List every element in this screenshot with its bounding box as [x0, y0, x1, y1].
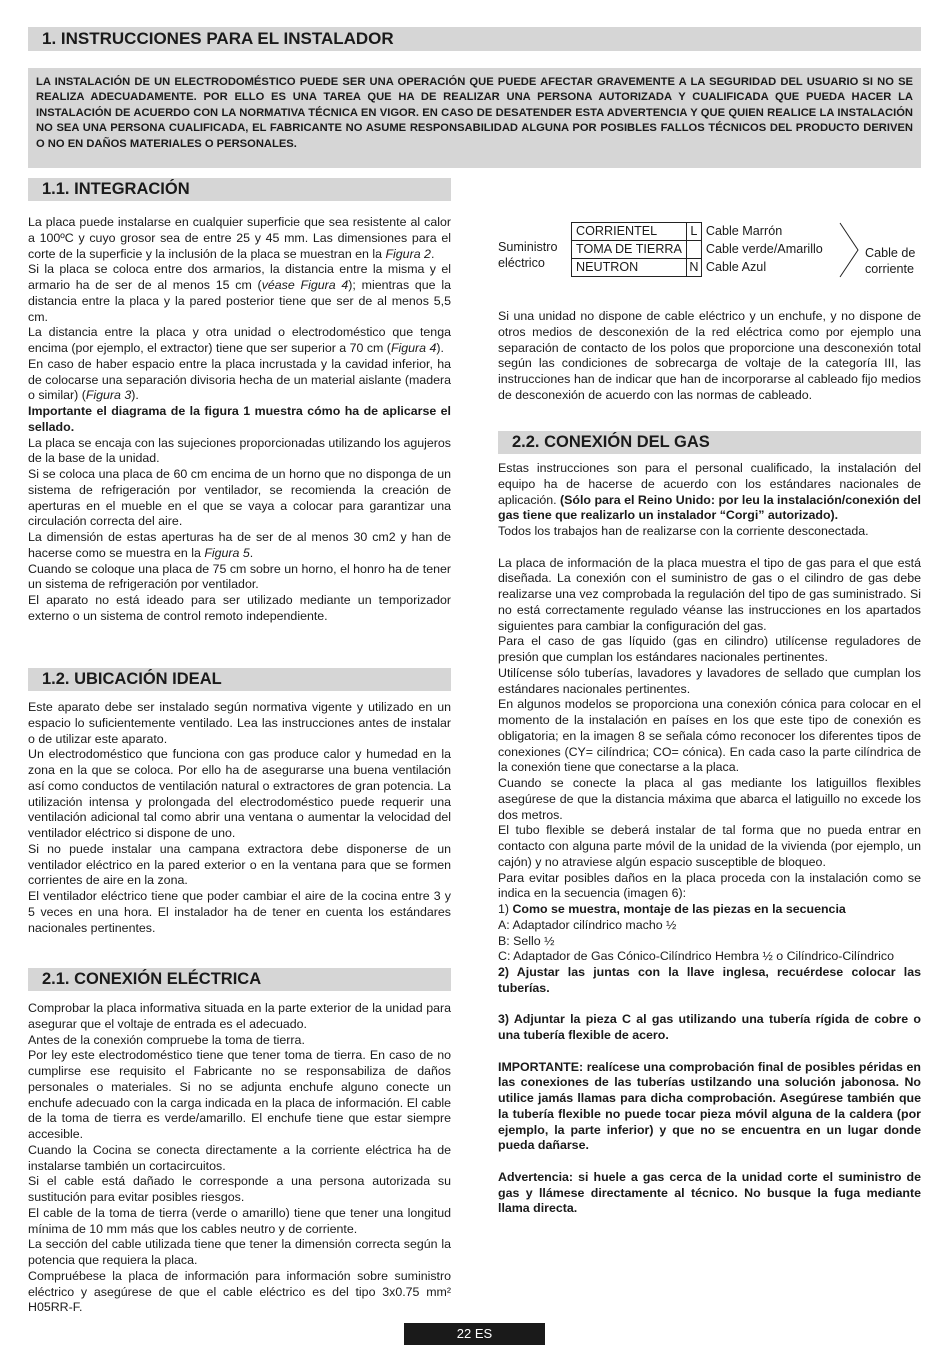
wire-name: TOMA DE TIERRA	[572, 241, 687, 259]
paragraph: En caso de haber espacio entre la placa incrustada y la cavidad inferior, ha de colocarse una separación divisoria hecha de un material aislante (madera o similar) (Figura 3).	[28, 356, 451, 403]
paragraph: Por ley este electrodoméstico tiene que tener toma de tierra. En caso de no cumplirse ese requisito el Fabricante no se responsabiliza de daños personales o materiales. Si no se adjunta enchufe alguno conecte un enchufe adecuado con la carga indicada en la placa de información. El cable de la toma de tierra es verde/amarillo. El enchufe tiene que estar siempre accesible.	[28, 1048, 451, 1141]
wire-code: L	[686, 223, 701, 241]
wiring-diagram	[498, 222, 938, 280]
paragraph: La placa de información de la placa muestra el tipo de gas para el que está diseñada. La conexión con el suministro de gas o el cilindro de gas debe realizarse una vez comprobada la regulación del tipo de gas suministrado. Si no está correctamente regulado véanse las instrucciones en los apartados siguientes para cambiar la configuración del gas.	[498, 555, 921, 633]
wire-cable: Cable Azul	[705, 260, 767, 274]
paragraph: Si se coloca una placa de 60 cm encima de un horno que no disponga de un sistema de refrigeración por ventilador, se recomienda la creación de aperturas en el mueble en el que se vaya a colocar para garantizar una circulación correcta del aire.	[28, 467, 451, 529]
paragraph: La placa se encaja con las sujeciones proporcionadas utilizando los agujeros de la base de la unidad.	[28, 435, 451, 466]
paragraph: Estas instrucciones son para el personal cualificado, la instalación del equipo ha de hacerse de acuerdo con los estándares nacionales de aplicación. (Sólo para el Reino Unido: por leu la instalación/conexión del gas tiene que realizarlo un instalador “Corgi” autorizado).	[498, 461, 921, 523]
part-a: A: Adaptador cilíndrico macho ½	[498, 917, 677, 932]
step-1: 1) Como se muestra, montaje de las piezas en la secuencia	[498, 902, 846, 916]
paragraph: Cuando la Cocina se conecta directamente a la corriente eléctrica ha de instalarse también un cortacircuitos.	[28, 1142, 451, 1173]
wiring-row	[572, 241, 828, 259]
electrica-text	[28, 1001, 451, 1316]
wire-cable: Cable Marrón	[705, 224, 783, 238]
part-c: C: Adaptador de Gas Cónico-Cilíndrico Hembra ½ o Cilíndrico-Cilíndrico	[498, 949, 894, 964]
paragraph: En algunos modelos se proporciona una conexión cónica para colocar en el momento de la instalación en países en los que este tipo de conexión es obligatoria; en la imagen 8 se señala cómo reconocer los diferentes tipos de conexiones (CY= cilíndrica; CO= cónica). En cada caso la parte cilíndrica de la conexión tiene que conectarse a la placa.	[498, 697, 921, 775]
paragraph: La dimensión de estas aperturas ha de ser de al menos 30 cm2 y han de hacerse como se muestra en la Figura 5.	[28, 530, 451, 560]
paragraph: Un electrodoméstico que funciona con gas produce calor y humedad en la zona en la que se coloca. Por ello ha de asegurarse una buena ventilación así como conductos de ventilación natural o extractores de gran potencia. La utilización intensa y prolongada del electrodoméstico puede requerir una ventilación adicional tal como abrir una ventana o aumentar la velocidad del ventilador eléctrico si dispone de uno.	[28, 747, 451, 840]
paragraph: Este aparato debe ser instalado según normativa vigente y utilizado en un espacio lo suficientemente ventilado. Lea las instrucciones antes de instalar o de utilizar este aparato.	[28, 700, 451, 746]
wire-name: NEUTRON	[572, 259, 687, 277]
paragraph: La sección del cable utilizada tiene que tener la dimensión correcta según la potencia que requiera la placa.	[28, 1237, 451, 1267]
gas-text	[498, 461, 921, 1217]
gas-warning: Advertencia: si huele a gas cerca de la unidad corte el suministro de gas y llámese directamente al técnico. No busque la fuga mediante llama directa.	[498, 1169, 921, 1216]
paragraph: El ventilador eléctrico tiene que poder cambiar el aire de la cocina entre 3 y 5 veces en una hora. El instalador ha de tener en cuenta los estándares nacionales pertinentes.	[28, 889, 451, 935]
paragraph: Para el caso de gas líquido (gas en cilindro) utilícense reguladores de presión que cumplan los estándares nacionales pertinentes.	[498, 634, 921, 664]
cable-label: Cable de corriente	[865, 246, 916, 276]
paragraph: Cuando se conecte la placa al gas mediante los latiguillos flexibles asegúrese de que la distancia máxima que abarca el latiguillo no excede los dos metros.	[498, 776, 921, 822]
step-3: 3) Adjuntar la pieza C al gas utilizando una tubería rígida de cobre o una tubería flexible de acero.	[498, 1012, 921, 1042]
cable-bracket-icon	[838, 222, 862, 278]
paragraph: Si la placa se coloca entre dos armarios, la distancia entre la misma y el armario ha de ser de al menos 15 cm (véase Figura 4); mientras que la distancia entre la placa y la pared posterior tiene que ser de al menos 5,5 cm.	[28, 262, 451, 324]
wiring-note	[498, 309, 921, 404]
paragraph: Compruébese la placa de información para información sobre suministro eléctrico y asegúrese de que el cable eléctrico es del tipo 3x0.75 mm² H05RR-F.	[28, 1268, 451, 1315]
paragraph: Si una unidad no dispone de cable eléctrico y un enchufe, y no dispone de otros medios de desconexión de la red eléctrica como por ejemplo una separación de contacto de los polos que proporcione una desconexión total según las condiciones de sobrecarga de voltaje de la categoría III, las instrucciones han de indicar que han de incorporarse al cableado fijo medios de desconexión de acuerdo con las normas de cableado.	[498, 309, 921, 402]
wiring-row	[572, 223, 828, 241]
paragraph: Para evitar posibles daños en la placa proceda con la instalación como se indica en la secuencia (imagen 6):	[498, 870, 921, 901]
supply-label: Suministro eléctrico	[498, 240, 558, 270]
part-b: B: Sello ½	[498, 933, 555, 948]
paragraph: Utilícense sólo tuberías, lavadores y lavadores de sellado que cumplan los estándares nacionales pertinentes.	[498, 665, 921, 696]
wiring-table	[571, 222, 828, 277]
wiring-row	[572, 259, 828, 277]
paragraph: El cable de la toma de tierra (verde o amarillo) tiene que tener una longitud mínima de 10 mm más que los cables neutro y de corriente.	[28, 1205, 451, 1236]
wire-code: N	[686, 259, 701, 277]
step-2: 2) Ajustar las juntas con la llave inglesa, recuérdese colocar las tuberías.	[498, 965, 921, 995]
page-number: 22 ES	[404, 1323, 545, 1345]
paragraph: Si el cable está dañado le corresponde a una persona autorizada su sustitución para evitar posibles riesgos.	[28, 1174, 451, 1204]
paragraph: Comprobar la placa informativa situada en la parte exterior de la unidad para asegurar que el voltaje de entrada es el adecuado.	[28, 1001, 451, 1031]
paragraph: Todos los trabajos han de realizarse con la corriente desconectada.	[498, 524, 869, 538]
wire-code	[686, 241, 701, 259]
ubicacion-text	[28, 700, 451, 936]
paragraph: El aparato no está ideado para ser utilizado mediante un temporizador externo o un sistema de control remoto independiente.	[28, 593, 451, 623]
paragraph: El tubo flexible se deberá instalar de tal forma que no pueda entrar en contacto con alguna parte móvil de la unidad de la vivienda (por ejemplo, un cajón) y no atraviese algún espacio susceptible de bloqueo.	[498, 823, 921, 869]
paragraph-important: Importante el diagrama de la figura 1 muestra cómo ha de aplicarse el sellado.	[28, 404, 451, 434]
paragraph: La placa puede instalarse en cualquier superficie que sea resistente al calor a 100ºC y cuyo grosor sea de entre 25 y 45 mm. Las dimensiones para el corte de la superficie y la inclusión de la placa se muestran en la Figura 2.	[28, 215, 451, 261]
wire-name: CORRIENTEL	[572, 223, 687, 241]
section-title-gas: 2.2. CONEXIÓN DEL GAS	[498, 431, 921, 454]
important-note: IMPORTANTE: realícese una comprobación final de posibles péridas en las conexiones de las tuberías ustilzando una solución jabonosa. No utilice jamás llamas para dicha comprobación. Asegúrese también que la tubería flexible no puede tocar pieza móvil alguna de la caldera (por ejemplo, la parte inferior) y que no se encuentra en un lugar donde pueda dañarse.	[498, 1059, 921, 1153]
integracion-text	[28, 215, 451, 625]
section-title-electrica: 2.1. CONEXIÓN ELÉCTRICA	[28, 968, 451, 991]
main-title: 1. INSTRUCCIONES PARA EL INSTALADOR	[28, 27, 921, 51]
paragraph: Antes de la conexión compruebe la toma de tierra.	[28, 1032, 305, 1047]
paragraph: Si no puede instalar una campana extractora debe disponerse de un ventilador eléctrico en la pared exterior o en la ventana para que se formen corrientes de aire en la zona.	[28, 841, 451, 888]
paragraph: Cuando se coloque una placa de 75 cm sobre un horno, el honro ha de tener un sistema de refrigeración por ventilador.	[28, 561, 451, 592]
wire-cable: Cable verde/Amarillo	[705, 242, 823, 256]
section-title-integracion: 1.1. INTEGRACIÓN	[28, 178, 451, 201]
installer-warning: LA INSTALACIÓN DE UN ELECTRODOMÉSTICO PUEDE SER UNA OPERACIÓN QUE PUEDE AFECTAR GRAVEMENTE A LA SEGURIDAD DEL USUARIO SI NO SE REALIZA ADECUADAMENTE. POR ELLO ES UNA TAREA QUE HA DE REALIZAR UNA PERSONA AUTORIZADA Y CUALIFICADA QUE PUEDA HACER LA INSTALACIÓN DE ACUERDO CON LA NORMATIVA TÉCNICA EN VIGOR. EN CASO DE DESATENDER ESTA ADVERTENCIA Y QUE QUIEN REALICE LA INSTALACIÓN NO SEA UNA PERSONA CUALIFICADA, EL FABRICANTE NO ASUME RESPONSABILIDAD ALGUNA POR POSIBLES FALLOS TÉCNICOS DEL PRODUCTO DERIVEN O NO EN DAÑOS MATERIALES O PERSONALES.	[28, 68, 921, 168]
section-title-ubicacion: 1.2. UBICACIÓN IDEAL	[28, 668, 451, 691]
paragraph: La distancia entre la placa y otra unidad o electrodoméstico que tenga encima (por ejemplo, el extractor) tiene que ser superior a 70 cm (Figura 4).	[28, 325, 451, 355]
